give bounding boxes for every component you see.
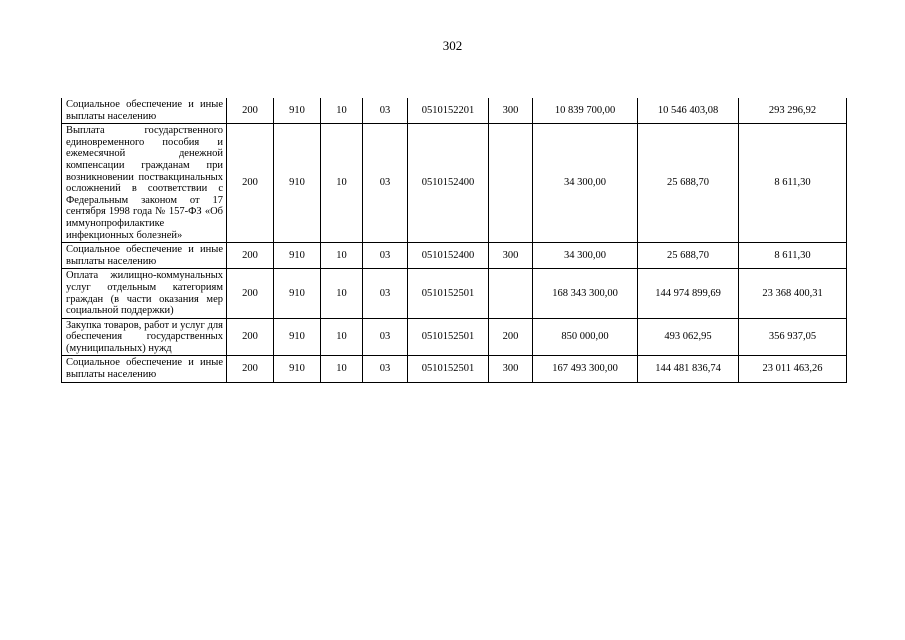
cell-code-1: 200 <box>227 318 274 356</box>
cell-target-article: 0510152400 <box>408 124 489 243</box>
cell-remaining: 8 611,30 <box>739 243 847 269</box>
cell-code-1: 200 <box>227 98 274 124</box>
cell-code-1: 200 <box>227 269 274 318</box>
table-row <box>62 124 847 243</box>
cell-subsection: 03 <box>363 243 408 269</box>
table-row <box>62 98 847 124</box>
cell-remaining: 293 296,92 <box>739 98 847 124</box>
cell-planned: 850 000,00 <box>533 318 638 356</box>
cell-code-1: 200 <box>227 356 274 382</box>
cell-section: 10 <box>321 269 363 318</box>
cell-expense-type <box>489 124 533 243</box>
cell-subsection: 03 <box>363 356 408 382</box>
cell-section: 10 <box>321 318 363 356</box>
cell-planned: 10 839 700,00 <box>533 98 638 124</box>
cell-expense-type: 300 <box>489 98 533 124</box>
cell-subsection: 03 <box>363 269 408 318</box>
cell-code-2: 910 <box>274 98 321 124</box>
cell-planned: 34 300,00 <box>533 124 638 243</box>
cell-remaining: 23 011 463,26 <box>739 356 847 382</box>
cell-executed: 144 481 836,74 <box>638 356 739 382</box>
cell-code-2: 910 <box>274 124 321 243</box>
table-row <box>62 318 847 356</box>
cell-planned: 167 493 300,00 <box>533 356 638 382</box>
cell-code-1: 200 <box>227 243 274 269</box>
cell-code-2: 910 <box>274 356 321 382</box>
cell-expense-type: 300 <box>489 243 533 269</box>
cell-name: Выплата государственного единовременного пособия и ежемесячной денежной компенсации гражданам при возникновении поствакцинальных осложнений в соответствии с Федеральным законом от 17 сентября 1998 года № 157-ФЗ «Об иммунопрофилактике инфекционных болезней» <box>62 124 227 243</box>
cell-name: Социальное обеспечение и иные выплаты населению <box>62 98 227 124</box>
page-number: 302 <box>442 38 463 53</box>
cell-expense-type <box>489 269 533 318</box>
cell-name: Социальное обеспечение и иные выплаты населению <box>62 243 227 269</box>
cell-name: Закупка товаров, работ и услуг для обеспечения государственных (муниципальных) нужд <box>62 318 227 356</box>
cell-expense-type: 200 <box>489 318 533 356</box>
cell-remaining: 8 611,30 <box>739 124 847 243</box>
cell-target-article: 0510152501 <box>408 356 489 382</box>
budget-table <box>61 98 847 383</box>
table-row <box>62 269 847 318</box>
budget-table-body <box>62 98 847 382</box>
cell-target-article: 0510152400 <box>408 243 489 269</box>
cell-target-article: 0510152501 <box>408 269 489 318</box>
cell-executed: 25 688,70 <box>638 243 739 269</box>
cell-target-article: 0510152501 <box>408 318 489 356</box>
cell-remaining: 23 368 400,31 <box>739 269 847 318</box>
cell-code-2: 910 <box>274 269 321 318</box>
cell-subsection: 03 <box>363 318 408 356</box>
cell-name: Социальное обеспечение и иные выплаты населению <box>62 356 227 382</box>
cell-code-2: 910 <box>274 318 321 356</box>
cell-executed: 25 688,70 <box>638 124 739 243</box>
cell-subsection: 03 <box>363 98 408 124</box>
cell-executed: 10 546 403,08 <box>638 98 739 124</box>
cell-code-1: 200 <box>227 124 274 243</box>
cell-planned: 168 343 300,00 <box>533 269 638 318</box>
cell-section: 10 <box>321 356 363 382</box>
cell-planned: 34 300,00 <box>533 243 638 269</box>
cell-expense-type: 300 <box>489 356 533 382</box>
cell-section: 10 <box>321 98 363 124</box>
cell-code-2: 910 <box>274 243 321 269</box>
cell-executed: 144 974 899,69 <box>638 269 739 318</box>
cell-subsection: 03 <box>363 124 408 243</box>
cell-target-article: 0510152201 <box>408 98 489 124</box>
cell-executed: 493 062,95 <box>638 318 739 356</box>
cell-name: Оплата жилищно-коммунальных услуг отдельным категориям граждан (в части оказания мер социальной поддержки) <box>62 269 227 318</box>
cell-remaining: 356 937,05 <box>739 318 847 356</box>
table-row <box>62 356 847 382</box>
cell-section: 10 <box>321 124 363 243</box>
table-row <box>62 243 847 269</box>
cell-section: 10 <box>321 243 363 269</box>
